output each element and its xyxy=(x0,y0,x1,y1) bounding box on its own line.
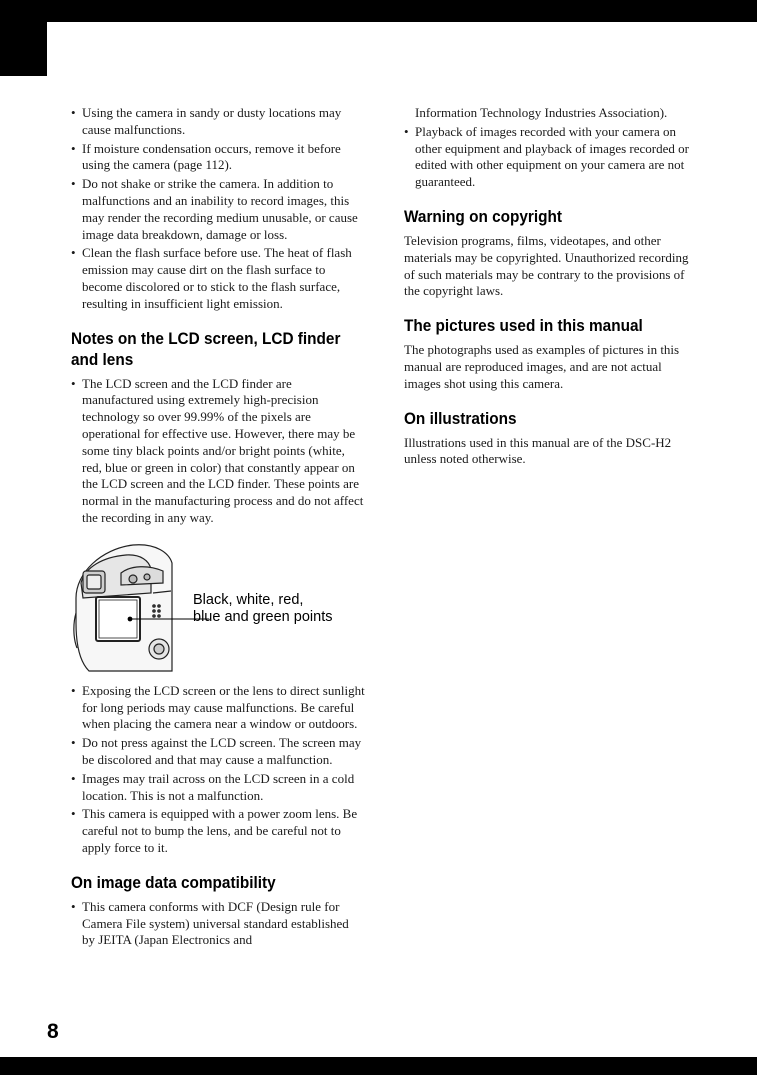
list-item: • If moisture condensation occurs, remove it before using the camera (page 112). xyxy=(71,141,365,175)
list-item: • This camera is equipped with a power zoom lens. Be careful not to bump the lens, and be careful not to apply force to it. xyxy=(71,806,365,856)
list-item: • The LCD screen and the LCD finder are manufactured using extremely high-precision technology so over 99.99% of the pixels are operational for effective use. However, there may be some tiny black points and/or bright points (white, red, blue or green in color) that constantly appear on the LCD screen and the LCD finder. These points are normal in the manufacturing process and do not affect the recording in any way. xyxy=(71,376,365,527)
paragraph-copyright: Television programs, films, videotapes, and other materials may be copyrighted. Unauthorized recording of such materials may be contrary to the provisions of the copyright laws. xyxy=(404,232,689,299)
list-item: • Playback of images recorded with your camera on other equipment and playback of images recorded or edited with other equipment on your camera are not guaranteed. xyxy=(404,124,700,191)
heading-illustrations: On illustrations xyxy=(404,409,517,428)
bullet-list-lcd xyxy=(71,376,365,527)
footer-bar xyxy=(0,1057,757,1075)
bullet-list-general xyxy=(71,105,365,313)
heading-pictures: The pictures used in this manual xyxy=(404,317,643,336)
camera-illustration xyxy=(71,543,365,675)
list-item: • Images may trail across on the LCD screen in a cold location. This is not a malfunction. xyxy=(71,771,365,805)
paragraph-illustrations: Illustrations used in this manual are of the DSC-H2 unless noted otherwise. xyxy=(404,434,672,467)
left-column xyxy=(71,105,365,951)
list-item: • Clean the flash surface before use. The heat of flash emission may cause dirt on the flash surface to become discolored or to stick to the flash surface, resulting in insufficient light emission. xyxy=(71,245,365,312)
header-bar xyxy=(0,0,757,22)
list-item: • Do not press against the LCD screen. The screen may be discolored and that may cause a malfunction. xyxy=(71,735,365,769)
bullet-list-playback xyxy=(404,124,700,191)
heading-lcd-notes: Notes on the LCD screen, LCD finder and lens xyxy=(71,329,341,369)
bullet-list-compat xyxy=(71,899,365,949)
heading-copyright: Warning on copyright xyxy=(404,207,562,226)
list-item-continuation: Information Technology Industries Association). xyxy=(415,105,668,120)
list-item: • Do not shake or strike the camera. In addition to malfunctions and an inability to record images, this may render the recording medium unusable, or cause image data breakdown, damage or loss. xyxy=(71,176,365,243)
corner-tab xyxy=(0,0,47,76)
heading-image-compatibility: On image data compatibility xyxy=(71,873,276,892)
list-item: • Using the camera in sandy or dusty locations may cause malfunctions. xyxy=(71,105,365,139)
illustration-callout: Black, white, red, blue and green points xyxy=(193,591,333,626)
list-item: • Exposing the LCD screen or the lens to direct sunlight for long periods may cause malfunctions. Be careful when placing the camera near a window or outdoors. xyxy=(71,683,365,733)
right-column xyxy=(404,105,700,468)
bullet-list-handling xyxy=(71,683,365,857)
page-number: 8 xyxy=(47,1020,59,1043)
paragraph-pictures: The photographs used as examples of pictures in this manual are reproduced images, and are not actual images shot using this camera. xyxy=(404,342,680,391)
list-item: • This camera conforms with DCF (Design rule for Camera File system) universal standard established by JEITA (Japan Electronics and xyxy=(71,899,365,949)
